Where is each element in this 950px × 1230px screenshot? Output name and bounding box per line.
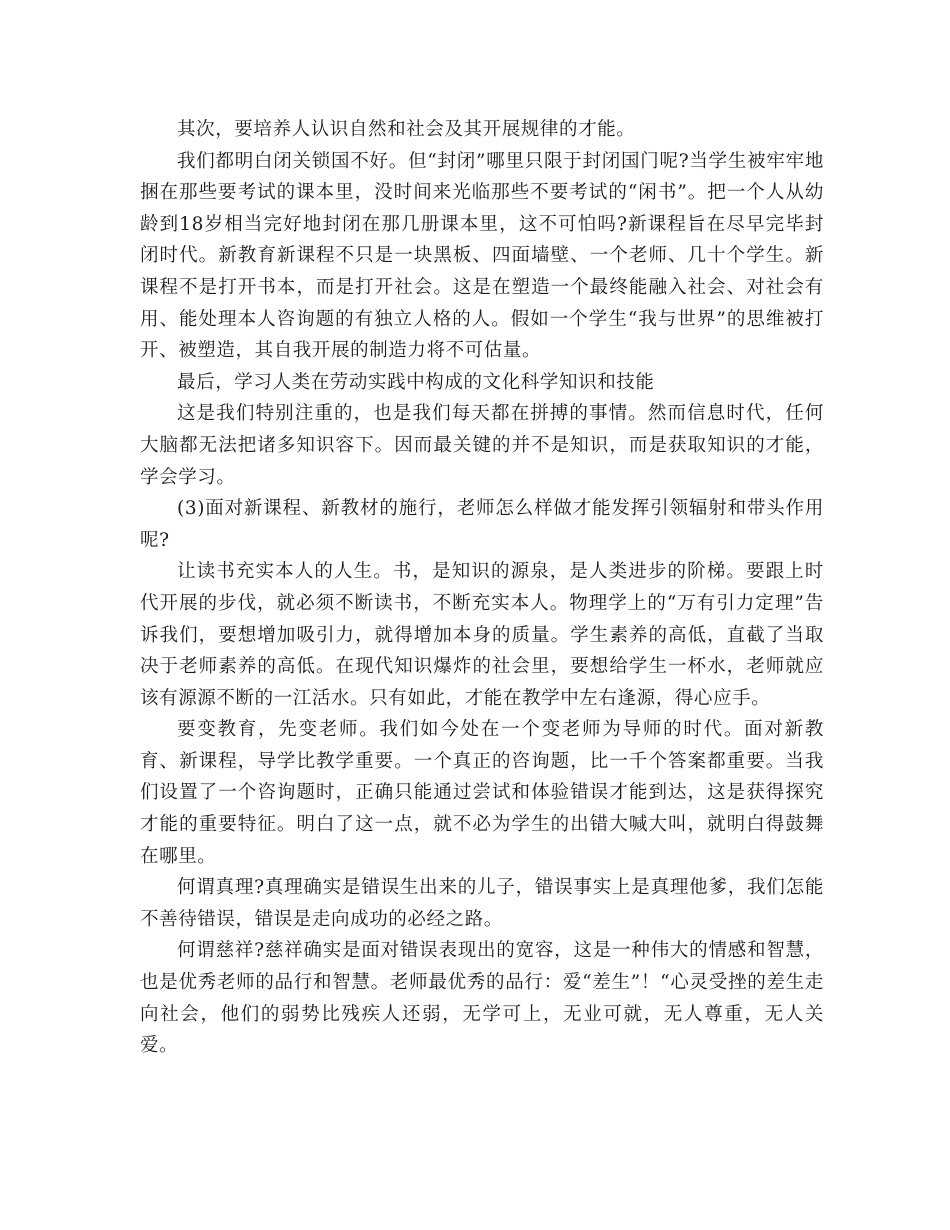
paragraph-1: 其次，要培养人认识自然和社会及其开展规律的才能。 xyxy=(177,119,636,140)
paragraph-3: 最后，学习人类在劳动实践中构成的文化科学知识和技能 xyxy=(177,371,655,393)
paragraph-4: 这是我们特别注重的，也是我们每天都在拼搏的事情。然而信息时代，任何大脑都无法把诸多知识容下。因而最关键的并不是知识，而是获取知识的才能，学会学习。 xyxy=(140,403,824,488)
paragraph-2: 我们都明白闭关锁国不好。但“封闭”哪里只限于封闭国门呢?当学生被牢牢地捆在那些要考试的课本里，没时间来光临那些不要考试的“闲书”。把一个人从幼龄到18岁相当完好地封闭在那几册课本里，这不可怕吗?新课程旨在尽早完毕封闭时代。新教育新课程不只是一块黑板、四面墙壁、一个老师、几十个学生。新课程不是打开书本，而是打开社会。这是在塑造一个最终能融入社会、对社会有用、能处理本人咨询题的有独立人格的人。假如一个学生“我与世界”的思维被打开、被塑造，其自我开展的制造力将不可估量。 xyxy=(140,150,824,362)
paragraph-8: 何谓真理?真理确实是错误生出来的儿子，错误事实上是真理他爹，我们怎能不善待错误，错误是走向成功的必经之路。 xyxy=(140,877,824,930)
paragraph-7: 要变教育，先变老师。我们如今处在一个变老师为导师的时代。面对新教育、新课程，导学比教学重要。一个真正的咨询题，比一千个答案都重要。当我们设置了一个咨询题时，正确只能通过尝试和体验错误才能到达，这是获得探究才能的重要特征。明白了这一点，就不必为学生的出错大喊大叫，就明白得鼓舞在哪里。 xyxy=(140,719,824,867)
paragraph-9: 何谓慈祥?慈祥确实是面对错误表现出的宽容，这是一种伟大的情感和智慧，也是优秀老师的品行和智慧。老师最优秀的品行：爱“差生”！“心灵受挫的差生走向社会，他们的弱势比残疾人还弱，无学可上，无业可就，无人尊重，无人关爱。 xyxy=(140,940,824,1057)
document-body xyxy=(140,114,824,1062)
paragraph-6: 让读书充实本人的人生。书，是知识的源泉，是人类进步的阶梯。要跟上时代开展的步伐，就必须不断读书，不断充实本人。物理学上的“万有引力定理”告诉我们，要想增加吸引力，就得增加本身的质量。学生素养的高低，直截了当取决于老师素养的高低。在现代知识爆炸的社会里，要想给学生一杯水，老师就应该有源源不断的一江活水。只有如此，才能在教学中左右逢源，得心应手。 xyxy=(140,561,824,709)
paragraph-5: (3)面对新课程、新教材的施行，老师怎么样做才能发挥引领辐射和带头作用呢? xyxy=(140,498,824,551)
